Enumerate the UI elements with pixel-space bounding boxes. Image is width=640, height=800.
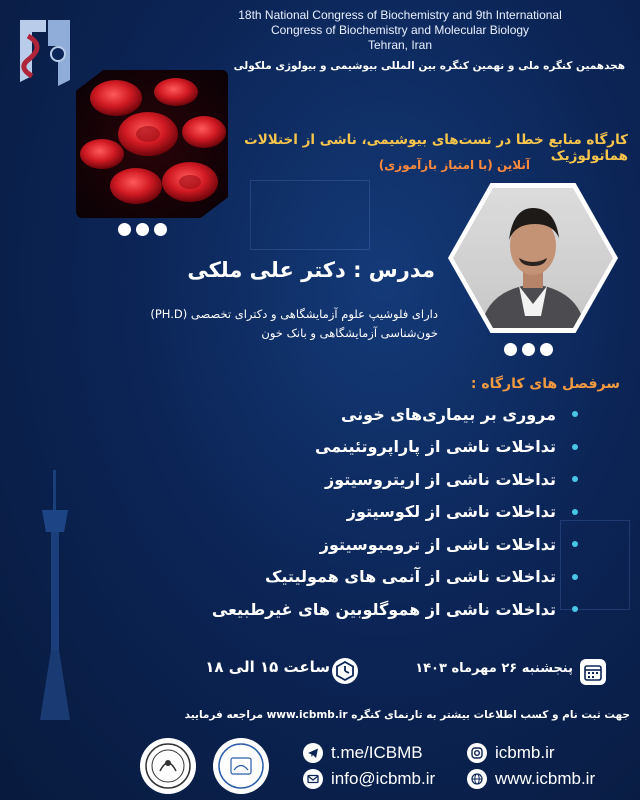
clock-icon [332, 658, 358, 684]
bullet-icon [572, 606, 578, 612]
congress-title-en-line2: Congress of Biochemistry and Molecular Biology [270, 23, 530, 37]
congress-title-en-line1: 18th National Congress of Biochemistry and 9th International [238, 8, 562, 22]
society-seal-icon [213, 738, 269, 794]
contact-email[interactable] [303, 767, 435, 791]
background-hexagon [250, 180, 370, 250]
dot-icon [154, 223, 167, 236]
congress-logo [14, 14, 76, 88]
instructor-portrait [448, 183, 618, 333]
instructor-degree-line1: دارای فلوشیپ علوم آزمایشگاهی و دکترای تخصصی (PH.D) [150, 307, 438, 321]
dot-icon [540, 343, 553, 356]
topic-text: تداخلات ناشی از لکوسیتوز [346, 502, 556, 522]
workshop-title: کارگاه منابع خطا در تست‌های بیوشیمی، ناشی از اختلالات هماتولوژیک [244, 132, 628, 164]
instructor-degree [30, 305, 438, 343]
workshop-mode: آنلاین (با امتیاز بازآموزی) [378, 158, 530, 172]
decorative-dots-right [504, 343, 553, 356]
telegram-icon [303, 743, 323, 763]
dot-icon [136, 223, 149, 236]
email-link[interactable]: info@icbmb.ir [331, 769, 436, 788]
instagram-link[interactable]: icbmb.ir [495, 743, 555, 762]
website-link[interactable]: www.icbmb.ir [495, 769, 596, 788]
globe-icon [467, 769, 487, 789]
bullet-icon [572, 444, 578, 450]
topic-text: تداخلات ناشی از ترومبوسیتوز [319, 534, 556, 554]
bullet-icon [572, 509, 578, 515]
decorative-dots-left [118, 223, 167, 236]
contact-website[interactable] [467, 767, 595, 791]
milad-tower-silhouette [20, 470, 90, 720]
congress-title-fa: هجدهمین کنگره ملی و نهمین کنگره بین المللی بیوشیمی و بیولوژی ملکولی [233, 60, 625, 72]
registration-note: جهت ثبت نام و کسب اطلاعات بیشتر به تارنمای کنگره www.icbmb.ir مراجعه فرمایید [184, 709, 630, 721]
instructor-name: مدرس : دکتر علی ملکی [187, 258, 435, 282]
university-seal-icon [140, 738, 196, 794]
calendar-icon [580, 659, 606, 685]
list-item [120, 528, 578, 561]
email-icon [303, 769, 323, 789]
instructor-degree-line2: خون‌شناسی آزمایشگاهی و بانک خون [261, 326, 438, 340]
contact-telegram[interactable] [303, 741, 423, 765]
topic-text: تداخلات ناشی از اریتروسیتوز [324, 469, 556, 489]
list-item [120, 496, 578, 529]
topic-text: تداخلات ناشی از هموگلوبین های غیرطبیعی [211, 599, 556, 619]
blood-cells-image [76, 70, 228, 218]
workshop-date: پنجشنبه ۲۶ مهرماه ۱۴۰۳ [415, 661, 573, 676]
list-item [120, 431, 578, 464]
contact-instagram[interactable] [467, 741, 555, 765]
bullet-icon [572, 541, 578, 547]
dot-icon [118, 223, 131, 236]
bullet-icon [572, 411, 578, 417]
list-item [120, 593, 578, 626]
bullet-icon [572, 476, 578, 482]
bullet-icon [572, 574, 578, 580]
topic-text: تداخلات ناشی از پاراپروتئینمی [315, 437, 556, 457]
telegram-link[interactable]: t.me/ICBMB [331, 743, 423, 762]
workshop-time: ساعت ۱۵ الی ۱۸ [205, 658, 330, 676]
instagram-icon [467, 743, 487, 763]
dot-icon [522, 343, 535, 356]
topics-list [120, 398, 578, 626]
topic-text: مروری بر بیماری‌های خونی [340, 404, 556, 424]
list-item [120, 463, 578, 496]
list-item [120, 398, 578, 431]
congress-title-en-line3: Tehran, Iran [367, 38, 433, 52]
list-item [120, 561, 578, 594]
dot-icon [504, 343, 517, 356]
topic-text: تداخلات ناشی از آنمی های همولیتیک [265, 567, 556, 587]
congress-title-en [180, 8, 620, 53]
topics-heading: سرفصل های کارگاه : [470, 376, 620, 392]
